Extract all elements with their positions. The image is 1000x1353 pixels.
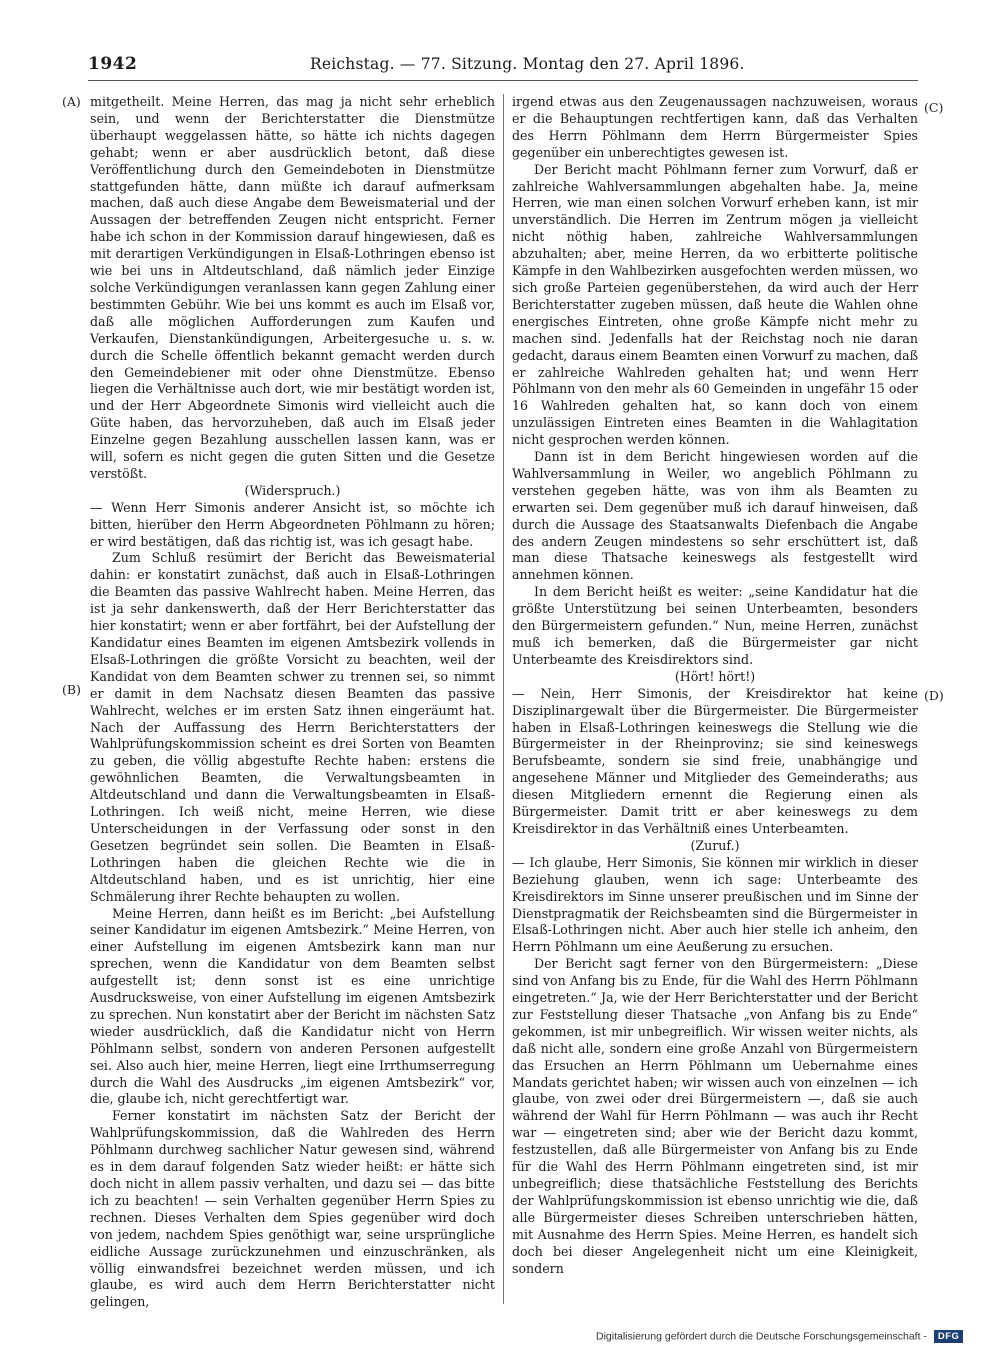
dfg-logo: DFG [934,1330,964,1343]
page-number: 1942 [88,54,138,74]
paragraph: irgend etwas aus den Zeugenaussagen nachzuweisen, woraus er die Behauptungen rechtfertigen kann, daß das Verhalten des Herrn Pöhlmann dem Herrn Bürgermeister Spies gegenüber ein unberechtigtes gewesen ist. [512,94,918,160]
running-title: Reichstag. — 77. Sitzung. Montag den 27. April 1896. [310,55,745,73]
margin-mark-d: (D) [924,688,944,703]
header-rule [88,80,918,81]
paragraph: Der Bericht sagt ferner von den Bürgermeistern: „Diese sind von Anfang bis zu Ende, für die Wahl des Herrn Pöhlmann eingetreten.“ Ja, wie der Herr Berichterstatter und der Bericht zur Feststellung dieser Thatsache „von Anfang bis zu Ende“ gekommen, ist mir unbegreiflich. Wir wissen weiter nichts, als daß nicht alle, sondern eine große Anzahl von Bürgermeistern das Ersuchen an Herrn Pöhlmann um Uebernahme eines Mandats gerichtet haben; wir wissen auch von einzelnen — ich glaube, von zwei oder drei Bürgermeistern —, daß sie auch während der Wahl für Herrn Pöhlmann — was auch ihr Recht war — eingetreten sind; aber wie der Bericht dazu kommt, festzustellen, daß alle Bürgermeister von Anfang bis zu Ende für die Wahl des Herrn Pöhlmann eingetreten sind, ist mir unbegreiflich; diese thatsächliche Feststellung des Berichts der Wahlprüfungskommission ist ebenso unrichtig wie die, daß alle Bürgermeister dieses Schreiben unterschrieben hätten, mit Ausnahme des Herrn Spies. Meine Herren, es handelt sich doch bei dieser Angelegenheit nicht um eine Kleinigkeit, sondern [512,956,918,1276]
paragraph: Meine Herren, dann heißt es im Bericht: „bei Aufstellung seiner Kandidatur im eigenen Amtsbezirk.“ Meine Herren, von einer Aufstellung im eigenen Amtsbezirk kann man nur sprechen, wenn die Kandidatur von dem Beamten selbst aufgestellt ist; denn sonst ist es eine unrichtige Ausdrucksweise, von einer Aufstellung im eigenen Amtsbezirk zu sprechen. Nun konstatirt aber der Bericht im nächsten Satz wieder ausdrücklich, daß die Kandidatur nicht von Herrn Pöhlmann selbst, sondern von anderen Personen aufgestellt sei. Also auch hier, meine Herren, liegt eine Irrthumserregung durch die Wahl des Ausdrucks „im eigenen Amtsbezirk“ vor, die, glaube ich, nicht gerechtfertigt war. [90,905,495,1107]
right-column [512,94,918,1277]
paragraph: Zum Schluß resümirt der Bericht das Beweismaterial dahin: er konstatirt zunächst, daß auch in Elsaß-Lothringen die Beamten das passive Wahlrecht haben. Meine Herren, das ist ja sehr dankenswerth, daß der Herr Berichterstatter das hier konstatirt; wenn er aber fortfährt, bei der Aufstellung der Kandidatur eines Beamten im eigenen Amtsbezirk vollends in Elsaß-Lothringen die größte Vorsicht zu beachten, weil der Kandidat von dem Beamten schwer zu trennen sei, so nimmt er damit in dem Nachsatz diesen Beamten das passive Wahlrecht, welches er im ersten Satz ihnen eingeräumt hat. Nach der Auffassung des Herrn Berichterstatters der Wahlprüfungskommission scheint es drei Sorten von Beamten zu geben, die völlig abgestufte Rechte haben: erstens die gewöhnlichen Beamten, die Verwaltungsbeamten in Altdeutschland und dann die Verwaltungsbeamten in Elsaß-Lothringen. Ich weiß nicht, meine Herren, wie diese Unterscheidungen in der Verfassung oder sonst in den Gesetzen begründet sein sollen. Die Beamten in Elsaß-Lothringen haben die gleichen Rechte wie die in Altdeutschland haben, und es ist unrichtig, hier eine Schmälerung ihrer Rechte behaupten zu wollen. [90,550,495,904]
interjection: (Widerspruch.) [244,482,341,498]
paragraph: Der Bericht macht Pöhlmann ferner zum Vorwurf, daß er zahlreiche Wahlversammlungen abgehalten habe. Ja, meine Herren, wie man einen solchen Vorwurf erheben kann, ist mir unverständlich. Die Herren im Zentrum mögen ja vielleicht nicht nöthig haben, zahlreiche Wahlversammlungen abzuhalten; aber, meine Herren, da wo erbitterte politische Kämpfe in den Wahlbezirken ausgefochten werden müssen, wo sich große Parteien gegenüberstehen, da wird auch der Herr Berichterstatter zugeben müssen, daß heute die Wahlen ohne energisches Eintreten, ohne große Kämpfe nicht mehr zu machen sind. Jedenfalls hat der Reichstag noch nie daran gedacht, daraus einem Beamten einen Vorwurf zu machen, daß er zahlreiche Wahlreden gehalten hat; und wenn Herr Pöhlmann von den mehr als 60 Gemeinden in ungefähr 15 oder 16 Wahlreden gehalten hat, so kann doch von einem unzulässigen Eintreten eines Beamten in die Wahlagitation nicht gesprochen werden können. [512,161,918,448]
margin-mark-c: (C) [924,100,944,115]
margin-mark-a: (A) [62,94,81,109]
paragraph: In dem Bericht heißt es weiter: „seine Kandidatur hat die größte Unterstützung bei seinen Unterbeamten, besonders den Bürgermeistern gefunden.“ Nun, meine Herren, zunächst muß ich bemerken, daß die Bürgermeister gar nicht Unterbeamte des Kreisdirektors sind. [512,584,918,667]
digitization-footer [596,1330,996,1348]
paragraph: — Nein, Herr Simonis, der Kreisdirektor hat keine Disziplinargewalt über die Bürgermeister. Die Bürgermeister haben in Elsaß-Lothringen keineswegs die Stellung wie die Bürgermeister in der Rheinprovinz; sie sind keineswegs Berufsbeamte, sondern sie sind freie, unabhängige und angesehene Männer und Mitglieder des Gemeinderaths; aus diesen Mitgliedern ernennt die Regierung einen als Bürgermeister. Damit tritt er aber keineswegs zu dem Kreisdirektor in das Verhältniß eines Unterbeamten. [512,685,918,836]
page-header [88,54,918,80]
left-column [90,94,495,1311]
paragraph: — Wenn Herr Simonis anderer Ansicht ist, so möchte ich bitten, hierüber den Herrn Abgeordneten Pöhlmann zu hören; er wird bestätigen, daß das richtig ist, was ich gesagt habe. [90,499,495,549]
paragraph: — Ich glaube, Herr Simonis, Sie können mir wirklich in dieser Beziehung glauben, wenn ich sage: Unterbeamte des Kreisdirektors im Sinne unserer preußischen und im Sinne der Dienstpragmatik der Reichsbeamten sind die Bürgermeister in Elsaß-Lothringen nicht. Aber auch hier stelle ich anheim, den Herrn Pöhlmann um eine Aeußerung zu ersuchen. [512,854,918,955]
interjection: (Hört! hört!) [674,668,756,684]
paragraph: Dann ist in dem Bericht hingewiesen worden auf die Wahlversammlung in Weiler, wo angeblich Pöhlmann zu verstehen gegeben hätte, was von ihm als Beamten zu erwarten sei. Dem gegenüber muß ich darauf hinweisen, daß durch die Aussage des Staatsanwalts Diefenbach die Angabe des andern Zeugen mindestens so sehr erschüttert ist, daß man diese Thatsache keineswegs als festgestellt wird annehmen können. [512,449,918,583]
paragraph: Ferner konstatirt im nächsten Satz der Bericht der Wahlprüfungskommission, daß die Wahlreden des Herrn Pöhlmann durchweg sachlicher Natur gewesen sind, während es in dem darauf folgenden Satz wieder heißt: er hätte sich doch nicht in allem passiv verhalten, und dazu sei — das bitte ich zu beachten! — sein Verhalten gegenüber Herrn Spies zu rechnen. Dieses Verhalten dem Spies gegenüber wird doch von jedem, nachdem Spies genöthigt war, seine ursprüngliche eidliche Aussage zurückzunehmen und einzuschränken, als völlig einwandsfrei bezeichnet werden müssen, und ich glaube, es wird auch dem Herrn Berichterstatter nicht gelingen, [90,1108,495,1310]
footer-text: Digitalisierung gefördert durch die Deutsche Forschungsgemeinschaft - [596,1330,927,1343]
interjection: (Zuruf.) [690,837,740,853]
column-divider [503,94,504,1304]
margin-mark-b: (B) [62,682,81,697]
paragraph: mitgetheilt. Meine Herren, das mag ja nicht sehr erheblich sein, und wenn der Berichterstatter die Dienstmütze überhaupt weggelassen hätte, so hätte ich nichts dagegen gehabt; wenn er aber ausdrücklich betont, daß diese Veröffentlichung durch den Gemeindeboten in Dienstmütze stattgefunden hätte, dann müßte ich darauf aufmerksam machen, daß auch diese Angabe dem Beweismaterial und der Aussagen der betreffenden Zeugen nicht entspricht. Ferner habe ich schon in der Kommission darauf hingewiesen, daß es mit derartigen Verkündigungen in Elsaß-Lothringen ebenso ist wie bei uns in Altdeutschland, daß nämlich jeder Einzige solche Verkündigungen veranlassen kann gegen Zahlung einer bestimmten Gebühr. Wie bei uns kommt es auch im Elsaß vor, daß alle möglichen Aufforderungen zum Kaufen und Verkaufen, Dienstankündigungen, Arbeitergesuche u. s. w. durch die Schelle öffentlich bekannt gemacht werden durch den Gemeindebiener mit oder ohne Dienstmütze. Ebenso liegen die Verhältnisse auch dort, wie mir bestätigt worden ist, und der Herr Abgeordnete Simonis wird vielleicht auch die Güte haben, das hervorzuheben, daß auch im Elsaß jeder Einzelne gegen Bezahlung ausschellen lassen kann, was er will, sofern es nicht gegen die guten Sitten und die Gesetze verstößt. [90,94,495,481]
